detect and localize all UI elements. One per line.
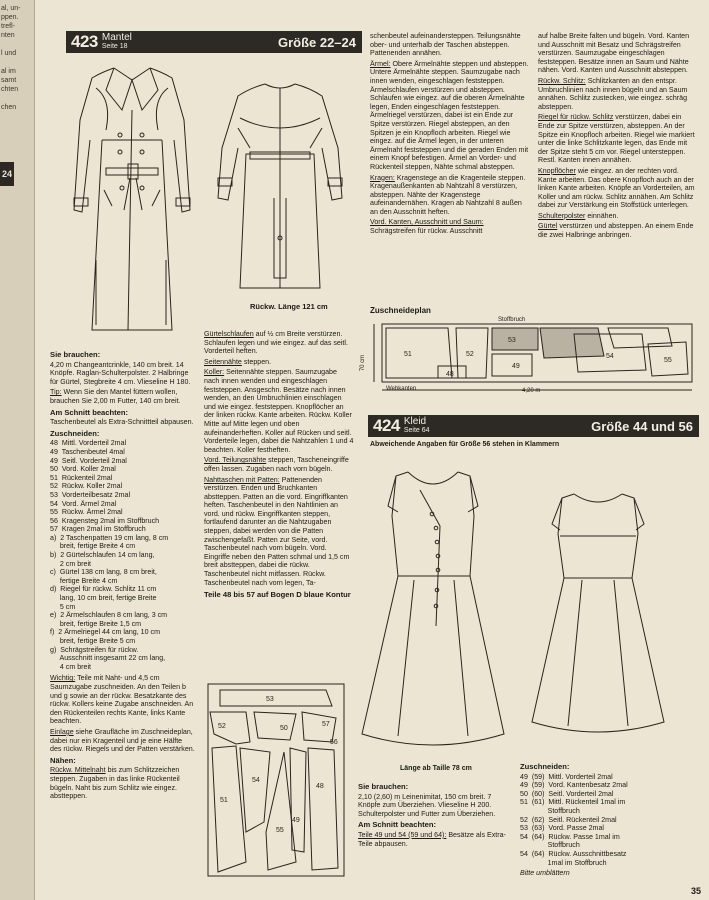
- r-label-2: Ärmel:: [370, 59, 391, 68]
- cut-item-424: 54 (64) Rückw. Ausschnittbesatz: [520, 849, 627, 858]
- r4-label: Riegel für rückw. Schlitz: [538, 113, 614, 122]
- cut-item-423: e) 2 Ärmelschlaufen 8 cm lang, 3 cm: [50, 611, 168, 620]
- cut-item-424: 54 (64) Rückw. Passe 1mal im: [520, 832, 620, 841]
- tip-label: Tip:: [50, 388, 62, 397]
- pattern-423-number: 423: [71, 32, 98, 51]
- pattern-note-423: Taschenbeutel als Extra-Schnittteil abpausen.: [50, 418, 194, 427]
- m-label-5: Nahttaschen mit Patten:: [204, 475, 280, 484]
- m-text-4: steppen, Tascheneingriffe offen lassen. Zugaben nach vorn bügeln.: [204, 456, 349, 473]
- plan-fold-label: Stoffbruch: [498, 317, 526, 323]
- insert-text: siehe Graufläche im Zuschneideplan, dabei nur ein Kragenteil und je eine Hälfte des rückw. Riegels und der Patten verstärken.: [50, 727, 195, 754]
- svg-text:49: 49: [292, 817, 300, 824]
- middle-column: [204, 330, 354, 601]
- r6-text: einnähen.: [587, 211, 619, 220]
- cut-item-423: 53 Vorderteilbesatz 2mal: [50, 490, 131, 499]
- cut-item-423: 50 Vord. Koller 2mal: [50, 465, 116, 474]
- cut-item-423: 49 Seitl. Vorderteil 2mal: [50, 456, 127, 465]
- previous-page-edge: [0, 0, 35, 900]
- cutting-plan: [368, 318, 698, 396]
- pattern-pieces-sheet: [206, 682, 346, 878]
- r-text-2: Obere Ärmelnähte steppen und absteppen. Untere Ärmelnähte steppen. Saumzugabe nach innen wenden, eingeschlagen feststeppen. Ärmelschlaufen verstürzen und absteppen. Schlaufen wie eingez. auf die oberen Ärmelnähte legen, Enden eingeschlagen feststeppen. Ärmelriegel verstürzen, dabei ist ein Ende zur Spitze verstürzen. Riegel absteppen, an den Spitzen je ein Knopfloch arbeiten. Riegel wie eingez. auf die Ärmel legen, in der unteren Ärmelnaht feststeppen und die geraden Enden mit einem Knopf befestigen. Ärmel an Vorder- und Rückenteil steppen, Nähte schmal absteppen.: [370, 59, 529, 171]
- cut-item-423: g) Schrägstreifen für rückw.: [50, 645, 139, 654]
- pattern-423-title: Mantel: [101, 32, 132, 43]
- m-label-4: Vord. Teilungsnähte: [204, 456, 267, 465]
- turn-page-note: Bitte umblättern: [520, 869, 570, 878]
- cut-item-423: breit, fertige Breite 1,5 cm: [50, 619, 142, 628]
- r3-label: Rückw. Schlitz:: [538, 76, 586, 85]
- cut-item-423: a) 2 Taschenpatten 19 cm lang, 8 cm: [50, 533, 169, 542]
- svg-text:50: 50: [280, 725, 288, 732]
- cut-list-424: [520, 773, 700, 868]
- cut-item-423: 4 cm breit: [50, 662, 91, 671]
- cut-item-423: 54 Vord. Ärmel 2mal: [50, 499, 117, 508]
- cut-item-423: fertige Breite 4 cm: [50, 576, 118, 585]
- cut-item-423: d) Riegel für rückw. Schlitz 11 cm: [50, 585, 157, 594]
- cut-item-423: 49 Taschenbeutel 4mal: [50, 447, 125, 456]
- plan-width-label: 70 cm: [360, 354, 367, 372]
- cut-list-423: [50, 439, 195, 671]
- m-text-3: Seitennähte steppen. Saumzugabe nach innen wenden und eingeschlagen feststeppen. Ansgeschn. Besätze nach innen wenden, an den Umbruchlinien einschlagen und wie eingez. feststeppen. Knopflöcher an der linken rückw. Kante arbeiten. Rückw. Koller Mitte auf Mitte legen und oben aufeinanderheften. Koller auf Rücken und seitl. Vorderteile legen, dabei die Nahtzahlen 1 und 4 beachten. Koller festheften.: [204, 368, 354, 454]
- right-column-b: [538, 32, 696, 242]
- cut-heading-423: Zuschneiden:: [50, 428, 100, 438]
- svg-text:55: 55: [664, 357, 672, 364]
- previous-page-fragment: al, un-: [1, 5, 21, 12]
- cut-item-423: lang, 10 cm breit, fertige Breite: [50, 594, 157, 603]
- cut-item-423: f) 2 Ärmelriegel 44 cm lang, 10 cm: [50, 628, 160, 637]
- pattern-note-424: Besätze als Extra-Teile abpausen.: [358, 830, 506, 848]
- previous-page-fragment: chen: [1, 104, 17, 111]
- cut-item-423: 55 Rückw. Ärmel 2mal: [50, 508, 123, 517]
- pattern-424-left-column: [358, 780, 513, 850]
- pattern-423-left-column: [50, 348, 195, 803]
- svg-text:52: 52: [466, 351, 474, 358]
- r6-label: Schulterpolster: [538, 211, 586, 220]
- previous-page-fragment: [0, 58, 34, 67]
- cut-item-423: c) Gürtel 138 cm lang, 8 cm breit,: [50, 568, 157, 577]
- r7-text: verstürzen und absteppen. An einem Ende die zwei Halbringe anbringen.: [538, 222, 694, 240]
- previous-page-fragment: ppen.: [1, 14, 19, 21]
- r-text-4: Schrägstreifen für rückw. Ausschnitt: [370, 227, 483, 236]
- cut-item-424: 51 (61) Mittl. Rückenteil 1mal im: [520, 798, 626, 807]
- needs-heading-424: Sie brauchen:: [358, 782, 409, 791]
- needs-heading-423: Sie brauchen:: [50, 350, 101, 359]
- cut-item-424: 50 (60) Seitl. Vorderteil 2mal: [520, 789, 614, 798]
- important-text: Teile mit Naht- und 4,5 cm Saumzugabe zuschneiden. An den Teilen b und g sowie an der rückw. Besatzkante des rückw. Kollers keine Zugabe anschneiden. An den Rückenteilen rechts Kante, links Kante beachten.: [50, 674, 194, 726]
- dress-length: Länge ab Taille 78 cm: [400, 765, 472, 772]
- pattern-424-banner: [368, 415, 699, 437]
- m-label-1: Gürtelschlaufen: [204, 330, 254, 338]
- m-text-2: steppen.: [243, 357, 272, 366]
- cut-item-424: 49 (59) Vord. Kantenbesatz 2mal: [520, 781, 628, 790]
- cut-item-424: 49 (59) Mittl. Vorderteil 2mal: [520, 772, 613, 781]
- svg-text:49: 49: [512, 363, 520, 370]
- cut-item-424: 1mal im Stoffbruch: [520, 858, 607, 867]
- pattern-424-note: Abweichende Angaben für Größe 56 stehen in Klammern: [370, 441, 560, 448]
- m-label-3: Koller:: [204, 368, 225, 377]
- insert-label: Einlage: [50, 727, 74, 736]
- previous-page-fragment: chten: [1, 86, 19, 93]
- r-text-1: schenbeutel aufeinandersteppen. Teilungsnähte ober- und unterhalb der Taschen absteppen. Pattenenden annähen.: [370, 32, 521, 58]
- r7-label: Gürtel: [538, 222, 558, 231]
- cutting-plan-heading: Zuschneideplan: [370, 306, 431, 315]
- pattern-heading-423: Am Schnitt beachten:: [50, 407, 129, 417]
- svg-text:52: 52: [218, 723, 226, 730]
- r-label-3: Kragen:: [370, 173, 395, 182]
- m-text-5: Pattenenden verstürzen. Enden und Bruchkanten abstteppen. Patten an die vord. Eingriffkanten heften. Taschenbeutel in den Nahtlinien an vord. und rückw. Eingriffkanten steppen, fortlaufend darunter an die Nahtzugaben steppen, dabei werden von die Patten zwischengefaßt. Patten zur Seite, vord. Taschenbeutel nach vorn bügeln. Vord. Eingriffe neben den Patten schmal und 1,5 cm breit abstteppen, dabei die rückw. Taschenbeutel nicht mitfassen. Rückw. Taschenbeutel nach vorn legen, Ta-: [204, 475, 350, 587]
- cut-item-423: breit, fertige Breite 4 cm: [50, 542, 136, 551]
- coat-back-illustration: [210, 78, 350, 298]
- sew-label: Rückw. Mittelnaht: [50, 766, 106, 775]
- pattern-heading-424: Am Schnitt beachten:: [358, 820, 437, 830]
- svg-text:54: 54: [606, 353, 614, 360]
- r-text-3: Kragenstege an die Kragenteile steppen. Kragenaußenkanten ab Nahtzahl 8 verstürzen, absteppen. Nähte der Kragenstege aufeinandernähen. Kragen ab Nahtzahl 8 außen an den Ausschnitt heften.: [370, 173, 526, 216]
- pattern-423-page-ref: Seite 18: [101, 43, 128, 50]
- dress-front-illustration: [358, 466, 508, 760]
- needs-text-424: 2,10 (2,60) m Leinenimitat, 150 cm breit. 7 Knöpfe zum Überziehen. Vlieseline H 200. Schulterpolster und Futter zum Überziehen.: [358, 792, 496, 818]
- pattern-424-size: Größe 44 und 56: [591, 418, 693, 434]
- r3-text: Schlitzkanten an den entspr. Umbruchlinien nach innen bügeln und an Saum annähen. Schlitz zustecken, wie eingez. schräg absteppen.: [538, 76, 688, 111]
- right-column-a: [370, 32, 530, 238]
- previous-page-fragment: [0, 40, 34, 49]
- svg-text:48: 48: [446, 371, 454, 378]
- m-text-1: auf ½ cm Breite verstürzen. Schlaufen legen und wie eingez. auf das seitl. Vorderteil heften.: [204, 330, 348, 356]
- cut-item-423: breit, fertige Breite 5 cm: [50, 637, 136, 645]
- plan-caption-423: Teile 48 bis 57 auf Bogen D blaue Kontur: [204, 590, 351, 600]
- svg-text:51: 51: [220, 797, 228, 804]
- sew-text: bis zum Schlitzzeichen steppen. Zugaben in das linke Rückenteil bügeln. Naht bis zum Schlitz wie eingez. abstteppen.: [50, 766, 180, 801]
- cut-item-423: 56 Kragensteg 2mal im Stoffbruch: [50, 516, 160, 525]
- r5-text: wie eingez. an der rechten vord. Kante arbeiten. Das obere Knopfloch auch an der linken Kante arbeiten. Knöpfe an Vorderteilen, am Koller und am rückw. Schlitz annähen. Am Schlitz dabei zur Verstärkung ein Stoffstück unterlegen.: [538, 166, 695, 210]
- cut-item-423: 48 Mittl. Vorderteil 2mal: [50, 439, 127, 448]
- previous-page-tab: 24: [0, 162, 14, 186]
- tip-text: Wenn Sie den Mantel füttern wollen, brauchen Sie 2,00 m Futter, 140 cm breit.: [50, 388, 181, 405]
- previous-page-fragment: al im: [1, 68, 16, 75]
- svg-text:53: 53: [266, 696, 274, 703]
- needs-text-423: 4,20 m Changeantcrinkle, 140 cm breit. 14 Knöpfe. Raglan-Schulterpolster. 2 Halbringe für Gürtel, Stegbreite 4 cm. Vlieseline H 180.: [50, 360, 191, 386]
- svg-text:56: 56: [330, 739, 338, 746]
- coat-back-length: Rückw. Länge 121 cm: [250, 302, 328, 311]
- plan-length-label: 4,20 m: [522, 388, 541, 394]
- pattern-423-size: Größe 22–24: [277, 34, 356, 50]
- cut-item-424: Stoffbruch: [520, 806, 580, 815]
- cut-item-424: 53 (63) Vord. Passe 2mal: [520, 824, 604, 833]
- dress-back-illustration: [528, 490, 668, 742]
- coat-front-illustration: [62, 60, 202, 345]
- pattern-424-page-ref: Seite 64: [403, 427, 430, 434]
- cut-item-424: 52 (62) Seitl. Rückenteil 2mal: [520, 815, 617, 824]
- svg-text:55: 55: [276, 827, 284, 834]
- sew-heading: Nähen:: [50, 755, 76, 765]
- previous-page-fragment: l und: [1, 50, 17, 57]
- plan-selvage-label: Webkanten: [386, 386, 417, 392]
- r4-text: verstürzen, dabei ein Ende zur Spitze verstürzen, absteppen. An der Spitze ein Knopfloch arbeiten. Riegel wie markiert unter die linke Schlitzkante legen, das Ende mit der Spitze steht 5 cm vor. Riegel untersteppen. Restl. Kanten innen annähen.: [538, 113, 695, 165]
- svg-text:53: 53: [508, 337, 516, 344]
- cut-item-423: 2 cm breit: [50, 559, 91, 568]
- cut-heading-424: Zuschneiden:: [520, 762, 570, 771]
- m-label-2: Seitennähte: [204, 357, 242, 366]
- cut-item-423: 51 Rückenteil 2mal: [50, 473, 113, 482]
- r2-text: auf halbe Breite falten und bügeln. Vord. Kanten und Ausschnitt mit Besatz und Schrägstreifen verstürzen. Saumzugabe eingeschlagen feststeppen. Besätze innen an Saum und Nähte nähen. Vord. Kanten und Ausschnitt absteppen.: [538, 32, 690, 75]
- cut-item-423: 5 cm: [50, 602, 76, 611]
- pattern-label-424: Teile 49 und 54 (59 und 64):: [358, 830, 447, 839]
- pattern-424-title: Kleid: [403, 416, 427, 427]
- svg-text:54: 54: [252, 777, 260, 784]
- cut-item-423: 57 Kragen 2mal im Stoffbruch: [50, 525, 146, 534]
- svg-text:51: 51: [404, 351, 412, 358]
- previous-page-fragment: nten: [1, 32, 15, 39]
- pattern-423-banner: [66, 31, 362, 53]
- important-label: Wichtig:: [50, 674, 76, 683]
- svg-text:48: 48: [316, 783, 324, 790]
- previous-page-fragment: [0, 94, 34, 103]
- cut-item-423: 52 Rückw. Koller 2mal: [50, 482, 123, 491]
- previous-page-fragment: trefl-: [1, 23, 15, 30]
- page-number: 35: [690, 886, 701, 896]
- previous-page-fragment: samt: [1, 77, 17, 84]
- previous-page-text: [0, 0, 34, 112]
- pattern-424-right-column: [520, 760, 700, 878]
- r-label-4: Vord. Kanten, Ausschnitt und Saum:: [370, 218, 484, 227]
- r5-label: Knopflöcher: [538, 166, 576, 175]
- svg-text:57: 57: [322, 721, 330, 728]
- cut-item-424: Stoffbruch: [520, 841, 580, 850]
- pattern-424-number: 424: [373, 416, 400, 435]
- cut-item-423: b) 2 Gürtelschlaufen 14 cm lang,: [50, 551, 155, 560]
- cut-item-423: Ausschnitt insgesamt 22 cm lang,: [50, 654, 166, 663]
